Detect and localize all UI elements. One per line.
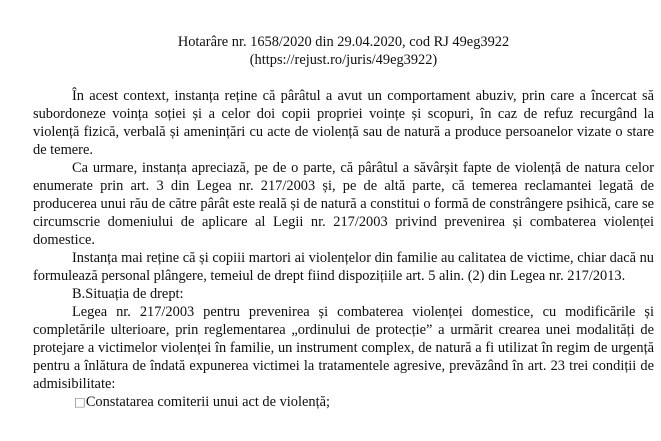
paragraph-child-victims: Instanța mai reține că și copiii martori ai violențelor din familie au calitatea de victime, chiar dacă nu formulează personal plângere, temeiul de drept fiind dispozițiile art. 5 alin. (2) din Legea nr. 217/2013. <box>33 250 654 284</box>
missing-glyph-box-icon: □ <box>74 394 86 409</box>
document-source-url: (https://rejust.ro/juris/49eg3922) <box>249 52 438 68</box>
paragraph-context: În acest context, instanța reține că pârâtul a avut un comportament abuziv, prin care a încercat să subordoneze voința soției și a celor doi copii propriei voințe și scopuri, în caz de refuz recurgând la violență fizică, verbală și amenințări cu acte de violență sau de natură a produce persoanelor vizate o stare de temere. <box>33 88 654 158</box>
condition-item <box>33 393 654 411</box>
section-heading-law-situation: B.Situația de drept: <box>72 286 184 302</box>
condition-item-text: Constatarea comiterii unui act de violență; <box>85 394 330 410</box>
paragraph-law-217: Legea nr. 217/2003 pentru prevenirea și combaterea violenței domestice, cu modificările și completările ulterioare, prin reglementarea „ordinului de protecție” a urmărit crearea unei modalități de protejare a victimelor violenței în familie, un instrument complex, de natură a fi utilizat în regim de urgență pentru a înlătura de îndată expunerea victimei la tratamentele agresive, prevăzând în art. 23 trei condiții de admisibilitate: <box>33 304 654 392</box>
document-title: Hotarâre nr. 1658/2020 din 29.04.2020, cod RJ 49eg3922 <box>177 34 510 50</box>
document-header <box>33 33 654 69</box>
paragraph-appreciation: Ca urmare, instanța apreciază, pe de o parte, că pârâtul a săvârșit fapte de violență de natura celor enumerate prin art. 3 din Legea nr. 217/2003 și, pe de altă parte, că temerea reclamantei legată de producerea unui rău de către pârât este reală și de natură a constitui o formă de constrângere psihică, care se circumscrie domeniului de aplicare al Legii nr. 217/2003 privind prevenirea și combaterea violenței domestice. <box>33 160 654 248</box>
